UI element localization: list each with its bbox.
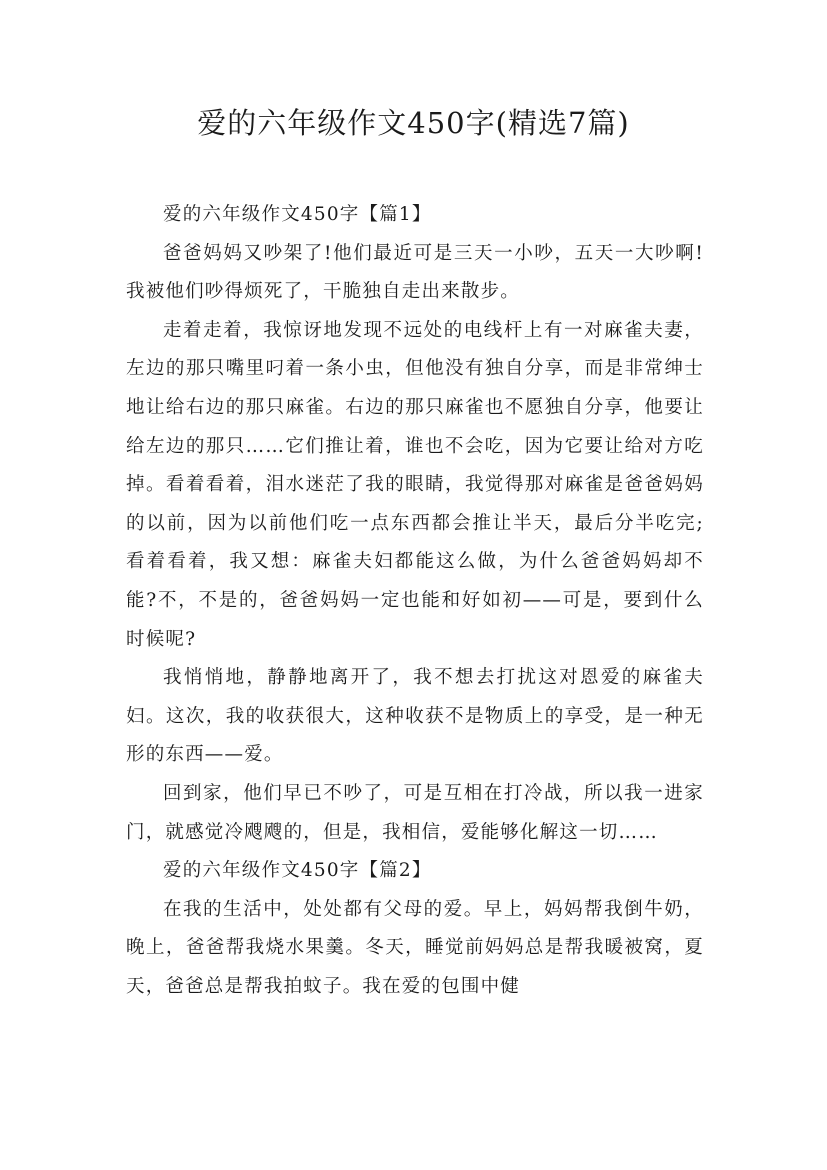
section-heading-1: 爱的六年级作文450字【篇1】 bbox=[163, 204, 432, 225]
paragraph: 我悄悄地，静静地离开了，我不想去打扰这对恩爱的麻雀夫妇。这次，我的收获很大，这种收获不是物质上的享受，是一种无形的东西——爱。 bbox=[126, 667, 704, 766]
paragraph: 回到家，他们早已不吵了，可是互相在打冷战，所以我一进家门，就感觉冷飕飕的，但是，我相信，爱能够化解这一切…… bbox=[126, 782, 704, 843]
paragraph: 爸爸妈妈又吵架了!他们最近可是三天一小吵，五天一大吵啊!我被他们吵得烦死了，干脆独自走出来散步。 bbox=[126, 242, 704, 303]
paragraph: 走着走着，我惊讶地发现不远处的电线杆上有一对麻雀夫妻，左边的那只嘴里叼着一条小虫，但他没有独自分享，而是非常绅士地让给右边的那只麻雀。右边的那只麻雀也不愿独自分享，他要让给左边的那只……它们推让着，谁也不会吃，因为它要让给对方吃掉。看着看着，泪水迷茫了我的眼睛，我觉得那对麻雀是爸爸妈妈的以前，因为以前他们吃一点东西都会推让半天，最后分半吃完;看着看着，我又想：麻雀夫妇都能这么做，为什么爸爸妈妈却不能?不，不是的，爸爸妈妈一定也能和好如初——可是，要到什么时候呢? bbox=[126, 319, 704, 650]
article-body bbox=[126, 196, 704, 1006]
section-heading-2: 爱的六年级作文450字【篇2】 bbox=[163, 860, 432, 882]
paragraph: 在我的生活中，处处都有父母的爱。早上，妈妈帮我倒牛奶，晚上，爸爸帮我烧水果羹。冬天，睡觉前妈妈总是帮我暖被窝，夏天，爸爸总是帮我拍蚊子。我在爱的包围中健 bbox=[126, 898, 704, 997]
page-title: 爱的六年级作文450字(精选7篇) bbox=[197, 106, 630, 140]
